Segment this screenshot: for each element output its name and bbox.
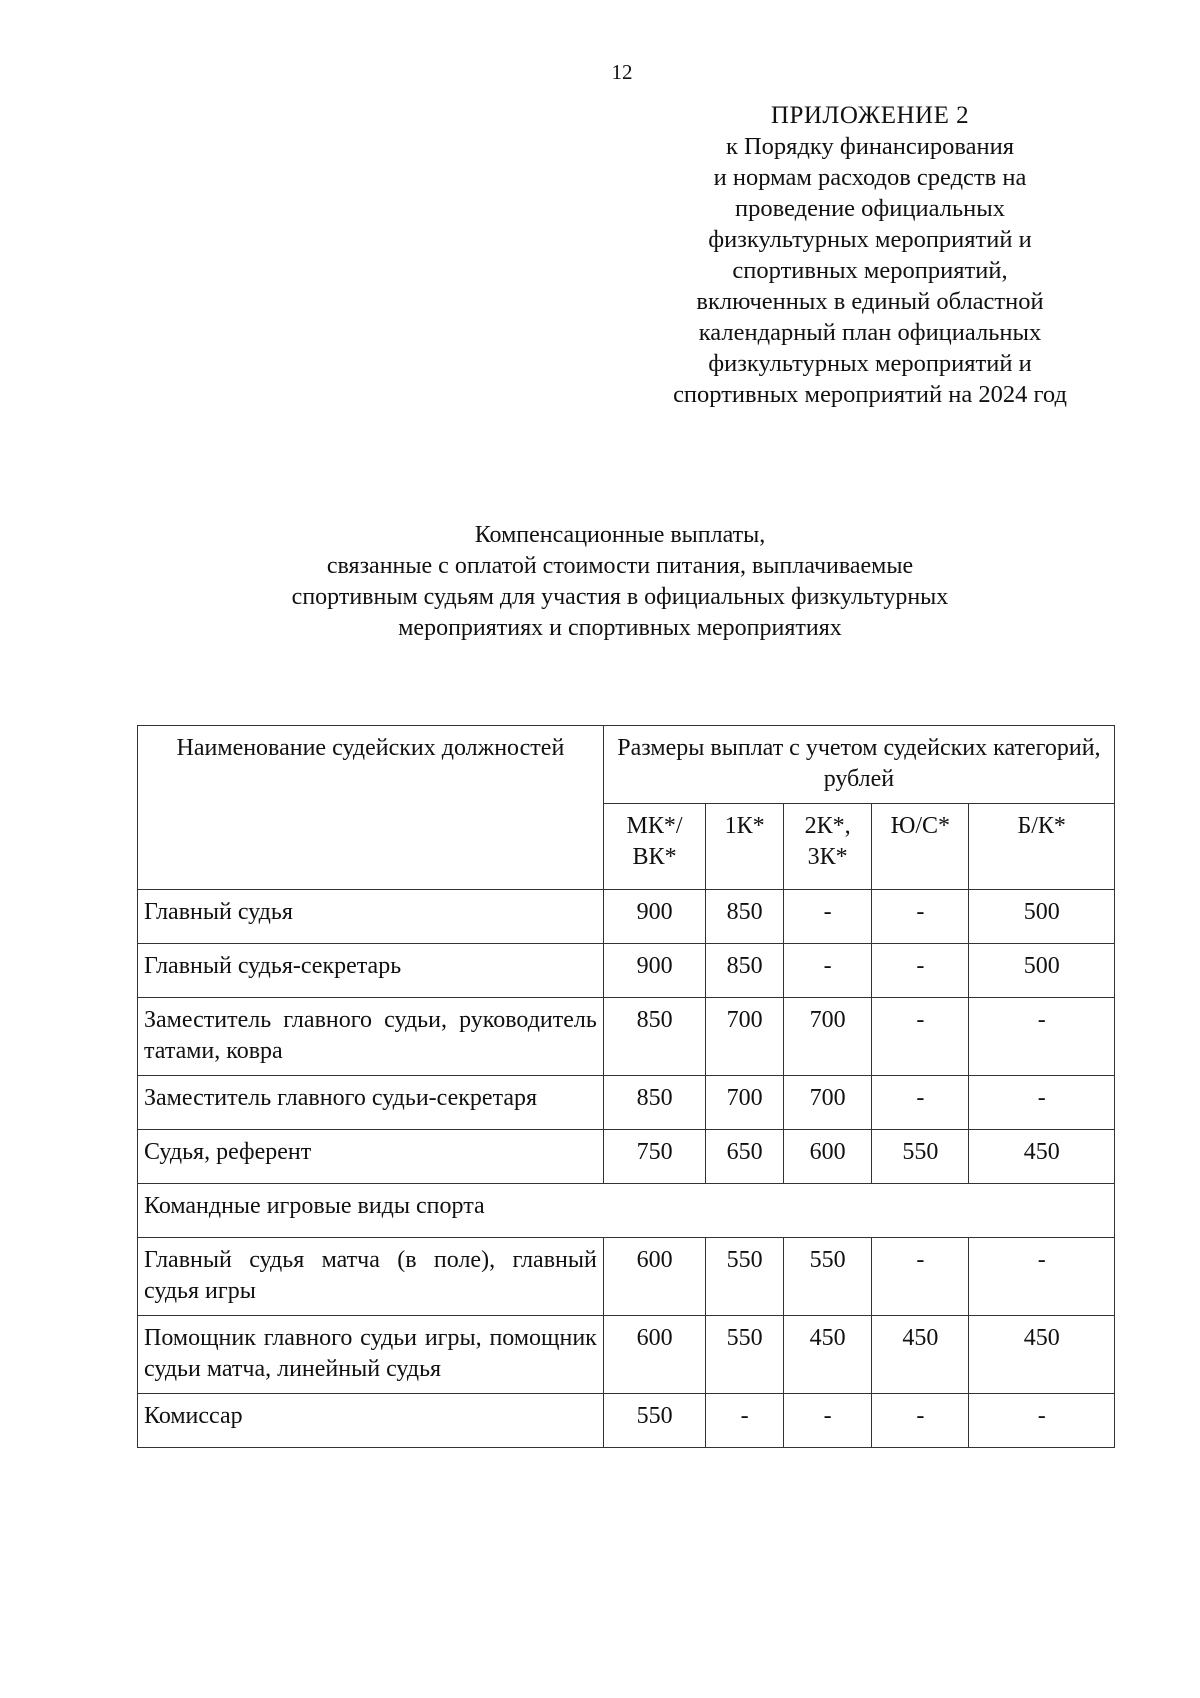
payment-value: 550 bbox=[783, 1238, 871, 1316]
payment-value: 550 bbox=[603, 1394, 705, 1448]
payment-value: 550 bbox=[706, 1316, 784, 1394]
appendix-line: спортивных мероприятий, bbox=[732, 257, 1008, 284]
payment-value: 700 bbox=[783, 998, 871, 1076]
table-header-row bbox=[138, 726, 1115, 804]
payment-value: - bbox=[783, 944, 871, 998]
title-line: спортивным судьям для участия в официальных физкультурных bbox=[291, 584, 949, 610]
payment-value: - bbox=[872, 890, 969, 944]
payment-value: 600 bbox=[783, 1130, 871, 1184]
position-name: Главный судья-секретарь bbox=[138, 944, 604, 998]
payment-value: 700 bbox=[783, 1076, 871, 1130]
payment-value: - bbox=[872, 1394, 969, 1448]
section-title: Командные игровые виды спорта bbox=[138, 1184, 1115, 1238]
table-row bbox=[138, 944, 1115, 998]
page-number: 12 bbox=[611, 60, 633, 84]
payment-value: - bbox=[969, 1238, 1115, 1316]
payment-value: - bbox=[969, 1394, 1115, 1448]
payment-value: - bbox=[872, 998, 969, 1076]
position-name: Главный судья bbox=[138, 890, 604, 944]
title-line: мероприятиях и спортивных мероприятиях bbox=[398, 615, 842, 641]
header-category: Ю/С* bbox=[872, 804, 969, 890]
payment-value: 500 bbox=[969, 890, 1115, 944]
appendix-line: физкультурных мероприятий и bbox=[708, 350, 1032, 377]
header-payment-sizes: Размеры выплат с учетом судейских категорий, рублей bbox=[603, 726, 1114, 804]
payment-value: 550 bbox=[872, 1130, 969, 1184]
payment-value: 850 bbox=[706, 944, 784, 998]
table-row bbox=[138, 1316, 1115, 1394]
table-row bbox=[138, 1076, 1115, 1130]
header-category: 1К* bbox=[706, 804, 784, 890]
header-category: 2К*, 3К* bbox=[783, 804, 871, 890]
payment-value: - bbox=[872, 1076, 969, 1130]
appendix-line: спортивных мероприятий на 2024 год bbox=[673, 381, 1067, 408]
payment-value: 700 bbox=[706, 1076, 784, 1130]
position-name: Заместитель главного судьи, руководитель татами, ковра bbox=[138, 998, 604, 1076]
header-category: Б/К* bbox=[969, 804, 1115, 890]
table-row bbox=[138, 1130, 1115, 1184]
payment-value: 450 bbox=[872, 1316, 969, 1394]
position-name: Главный судья матча (в поле), главный судья игры bbox=[138, 1238, 604, 1316]
payment-value: - bbox=[706, 1394, 784, 1448]
table-section-row bbox=[138, 1184, 1115, 1238]
payment-value: 500 bbox=[969, 944, 1115, 998]
payment-value: 450 bbox=[969, 1130, 1115, 1184]
payment-value: - bbox=[783, 890, 871, 944]
position-name: Судья, референт bbox=[138, 1130, 604, 1184]
payment-value: 900 bbox=[603, 890, 705, 944]
payment-value: 850 bbox=[603, 1076, 705, 1130]
payment-value: 600 bbox=[603, 1316, 705, 1394]
appendix-line: календарный план официальных bbox=[698, 319, 1042, 346]
position-name: Комиссар bbox=[138, 1394, 604, 1448]
payment-value: 850 bbox=[603, 998, 705, 1076]
payment-value: 550 bbox=[706, 1238, 784, 1316]
payment-value: 450 bbox=[783, 1316, 871, 1394]
header-position-name: Наименование судейских должностей bbox=[138, 726, 604, 890]
payment-value: 850 bbox=[706, 890, 784, 944]
table-row bbox=[138, 998, 1115, 1076]
document-title bbox=[180, 520, 1060, 644]
compensation-table bbox=[137, 725, 1115, 1448]
payment-value: 900 bbox=[603, 944, 705, 998]
position-name: Помощник главного судьи игры, помощник судьи матча, линейный судья bbox=[138, 1316, 604, 1394]
appendix-line: к Порядку финансирования bbox=[725, 133, 1015, 160]
payment-value: - bbox=[872, 944, 969, 998]
table-row bbox=[138, 1394, 1115, 1448]
payment-value: - bbox=[872, 1238, 969, 1316]
position-name: Заместитель главного судьи-секретаря bbox=[138, 1076, 604, 1130]
appendix-line: включенных в единый областной bbox=[696, 288, 1044, 315]
payment-value: - bbox=[783, 1394, 871, 1448]
payment-value: 650 bbox=[706, 1130, 784, 1184]
payment-value: 750 bbox=[603, 1130, 705, 1184]
title-line: Компенсационные выплаты, bbox=[474, 522, 766, 548]
payment-value: 600 bbox=[603, 1238, 705, 1316]
payment-value: 450 bbox=[969, 1316, 1115, 1394]
payment-value: - bbox=[969, 998, 1115, 1076]
appendix-line: проведение официальных bbox=[735, 195, 1005, 222]
appendix-line: и нормам расходов средств на bbox=[713, 164, 1027, 191]
appendix-line: физкультурных мероприятий и bbox=[708, 226, 1032, 253]
payment-value: 700 bbox=[706, 998, 784, 1076]
header-category: МК*/ ВК* bbox=[603, 804, 705, 890]
appendix-title: ПРИЛОЖЕНИЕ 2 bbox=[770, 102, 970, 129]
table-row bbox=[138, 890, 1115, 944]
title-line: связанные с оплатой стоимости питания, выплачиваемые bbox=[326, 553, 914, 579]
payment-value: - bbox=[969, 1076, 1115, 1130]
appendix-block bbox=[640, 100, 1100, 410]
table-row bbox=[138, 1238, 1115, 1316]
